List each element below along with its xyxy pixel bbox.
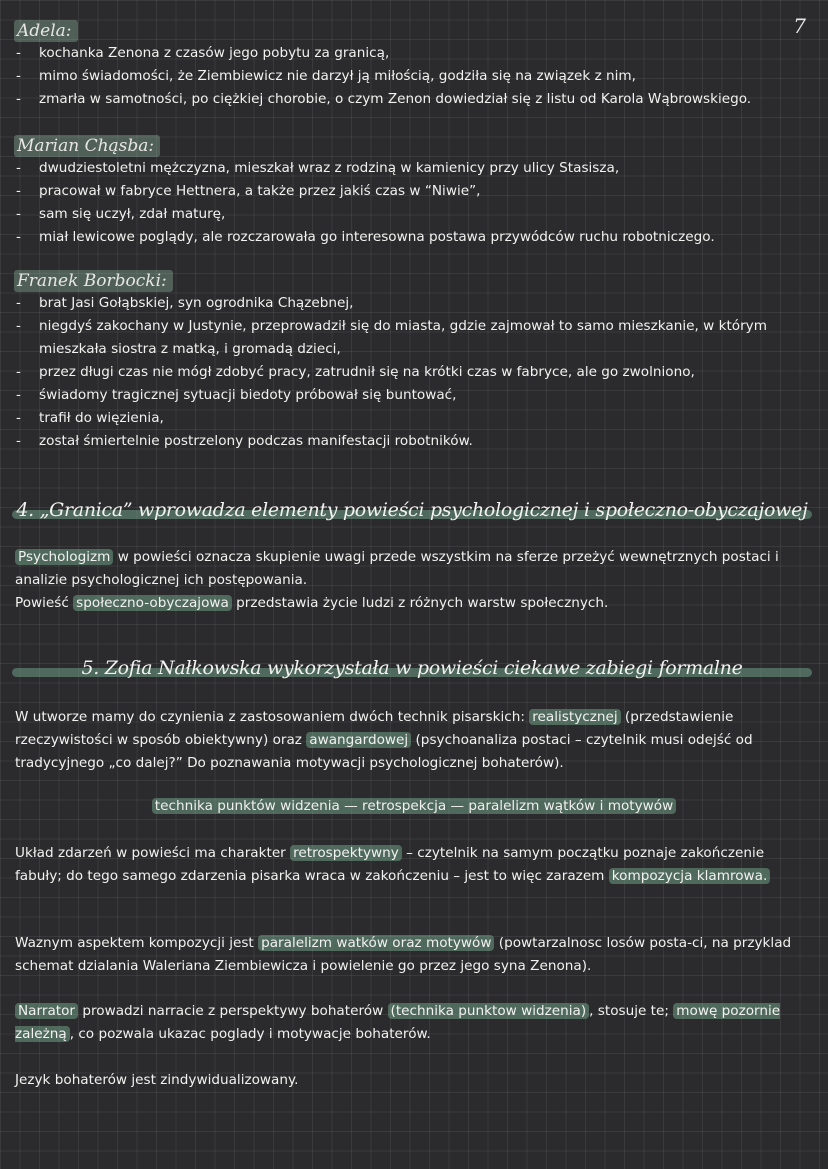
character-name: Adela: [14, 20, 78, 42]
section-5-heading [12, 653, 812, 687]
paragraph-text: Jezyk bohaterów jest zindywidualizowany. [15, 1072, 299, 1088]
section-title: 5. Zofia Nałkowska wykorzystała w powieści ciekawe zabiegi formalne [81, 657, 743, 679]
list-item: - został śmiertelnie postrzelony podczas manifestacji robotników. [14, 430, 804, 453]
list-item: - kochanka Zenona z czasów jego pobytu za granicą, [14, 42, 804, 65]
section-4-heading [12, 495, 812, 529]
paragraph-text: Układ zdarzeń w powieści ma charakter [15, 845, 291, 861]
highlighted-term: retrospektywny [290, 845, 402, 861]
paragraph-retrospection [15, 842, 805, 888]
list-item: - świadomy tragicznej sytuacji biedoty próbował się buntować, [14, 384, 804, 407]
paragraph-text: prowadzi narracie z perspektywy bohaterów [78, 1003, 388, 1019]
highlighted-term: kompozycja klamrowa. [609, 868, 771, 884]
paragraph-narrator [15, 1000, 805, 1046]
highlighted-term: Psychologizm [15, 549, 113, 565]
highlighted-term: awangardowej [306, 732, 411, 748]
paragraph-language [15, 1069, 805, 1092]
list-item: - brat Jasi Gołąbskiej, syn ogrodnika Chązebnej, [14, 292, 804, 315]
paragraph-text: W utworze mamy do czynienia z zastosowaniem dwóch technik pisarskich: [15, 709, 530, 725]
paragraph-text: Powieść [15, 595, 74, 611]
character-adela [14, 20, 804, 111]
techniques-summary [0, 795, 828, 818]
page-number: 7 [793, 14, 806, 38]
paragraph-text: , stosuje te; [589, 1003, 674, 1019]
paragraph-text: (powtarzalnosc losów posta-ci, na przyklad schemat dzialania Waleriana Ziembiewicza i powielenie go przez jego syna Zenona). [15, 935, 792, 974]
character-marian [14, 135, 804, 249]
paragraph-text: (psychoanaliza postaci – czytelnik musi odejść od tradycyjnego „co dalej?” Do poznawania motywacji psychologicznej bohaterów). [15, 732, 753, 771]
highlighted-term: realistycznej [529, 709, 620, 725]
paragraph-parallelism [15, 932, 805, 978]
list-item: - miał lewicowe poglądy, ale rozczarowała go interesowna postawa przywódców ruchu robotniczego. [14, 226, 804, 249]
paragraph-text: w powieści oznacza skupienie uwagi przede wszystkim na sferze przeżyć wewnętrznych postaci i analizie psychologicznej ich postępowania. [15, 549, 779, 588]
highlighted-term: społeczno-obyczajowa [73, 595, 232, 611]
paragraph-text: Waznym aspektem kompozycji jest [15, 935, 259, 951]
highlighted-term: (technika punktow widzenia) [388, 1003, 590, 1019]
paragraph-psychologizm [15, 546, 805, 615]
list-item: - zmarła w samotności, po ciężkiej chorobie, o czym Zenon dowiedział się z listu od Karola Wąbrowskiego. [14, 88, 804, 111]
character-traits-list [14, 157, 804, 249]
list-item: - niegdyś zakochany w Justynie, przeprowadził się do miasta, gdzie zajmował to samo mieszkanie, w którym mieszkała siostra z matką, i gromadą dzieci, [14, 315, 804, 361]
character-name: Marian Chąsba: [14, 135, 160, 157]
list-item: - dwudziestoletni mężczyzna, mieszkał wraz z rodziną w kamienicy przy ulicy Stasisza, [14, 157, 804, 180]
paragraph-text: przedstawia życie ludzi z różnych warstw społecznych. [231, 595, 609, 611]
character-franek [14, 270, 804, 453]
character-traits-list [14, 42, 804, 111]
section-title: 4. „Granica” wprowadza elementy powieści psychologicznej i społeczno-obyczajowej [16, 499, 808, 521]
highlighted-term: paralelizm watków oraz motywów [258, 935, 494, 951]
character-name: Franek Borbocki: [14, 270, 173, 292]
character-traits-list [14, 292, 804, 453]
paragraph-techniques-intro [15, 706, 805, 775]
list-item: - trafił do więzienia, [14, 407, 804, 430]
paragraph-text: (przedstawienie rzeczywistości w sposób obiektywny) oraz [15, 709, 734, 748]
highlighted-term: Narrator [15, 1003, 78, 1019]
list-item: - sam się uczył, zdał maturę, [14, 203, 804, 226]
paragraph-text: – czytelnik na samym początku poznaje zakończenie fabuły; do tego samego zdarzenia pisarka wraca w zakończeniu – jest to więc zarazem [15, 845, 765, 884]
list-item: - pracował w fabryce Hettnera, a także przez jakiś czas w “Niwie”, [14, 180, 804, 203]
paragraph-text: , co pozwala ukazac poglady i motywacje bohaterów. [69, 1026, 431, 1042]
highlighted-term: technika punktów widzenia — retrospekcja — paralelizm wątków i motywów [152, 798, 676, 814]
highlighted-term: mowę pozornie zależną [15, 1003, 781, 1042]
list-item: - mimo świadomości, że Ziembiewicz nie darzył ją miłością, godziła się na związek z nim, [14, 65, 804, 88]
list-item: - przez długi czas nie mógł zdobyć pracy, zatrudnił się na krótki czas w fabryce, ale go zwolniono, [14, 361, 804, 384]
